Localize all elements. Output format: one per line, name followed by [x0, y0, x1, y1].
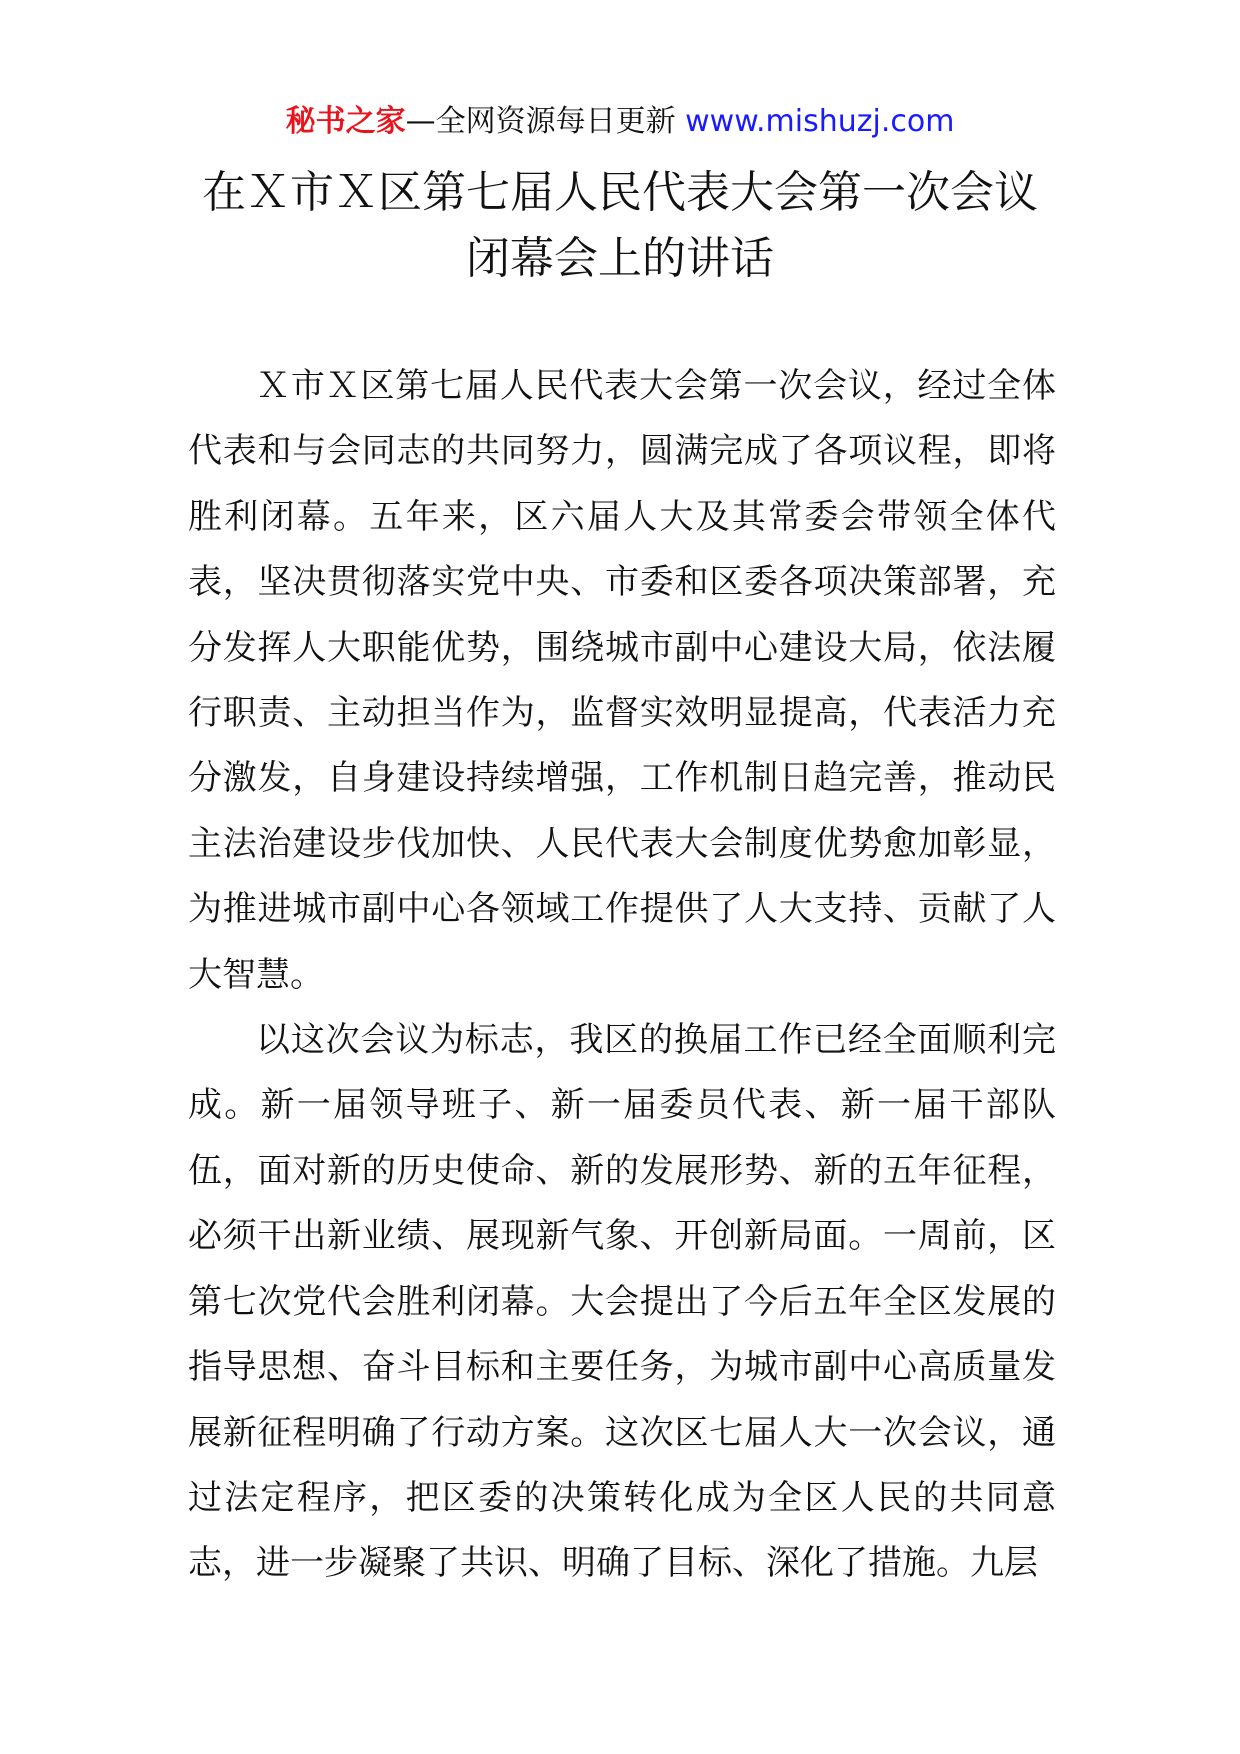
document-body [188, 354, 1056, 1597]
header-tagline: —全网资源每日更新 [405, 104, 686, 139]
title-line-1: 在Ｘ市Ｘ区第七届人民代表大会第一次会议 [202, 167, 1038, 218]
site-url-link[interactable]: www.mishuzj.com [685, 104, 955, 139]
paragraph: Ｘ市Ｘ区第七届人民代表大会第一次会议，经过全体代表和与会同志的共同努力，圆满完成了各项议程，即将胜利闭幕。五年来，区六届人大及其常委会带领全体代表，坚决贯彻落实党中央、市委和区委各项决策部署，充分发挥人大职能优势，围绕城市副中心建设大局，依法履行职责、主动担当作为，监督实效明显提高，代表活力充分激发，自身建设持续增强，工作机制日趋完善，推动民主法治建设步伐加快、人民代表大会制度优势愈加彰显，为推进城市副中心各领域工作提供了人大支持、贡献了人大智慧。 [188, 366, 1056, 995]
watermark-header [0, 100, 1240, 144]
paragraph: 以这次会议为标志，我区的换届工作已经全面顺利完成。新一届领导班子、新一届委员代表、新一届干部队伍，面对新的历史使命、新的发展形势、新的五年征程，必须干出新业绩、展现新气象、开创新局面。一周前，区第七次党代会胜利闭幕。大会提出了今后五年全区发展的指导思想、奋斗目标和主要任务，为城市副中心高质量发展新征程明确了行动方案。这次区七届人大一次会议，通过法定程序，把区委的决策转化成为全区人民的共同意志，进一步凝聚了共识、明确了目标、深化了措施。九层 [188, 1020, 1056, 1584]
document-title [0, 160, 1240, 292]
brand-name: 秘书之家 [285, 104, 406, 139]
title-line-2: 闭幕会上的讲话 [466, 233, 774, 284]
